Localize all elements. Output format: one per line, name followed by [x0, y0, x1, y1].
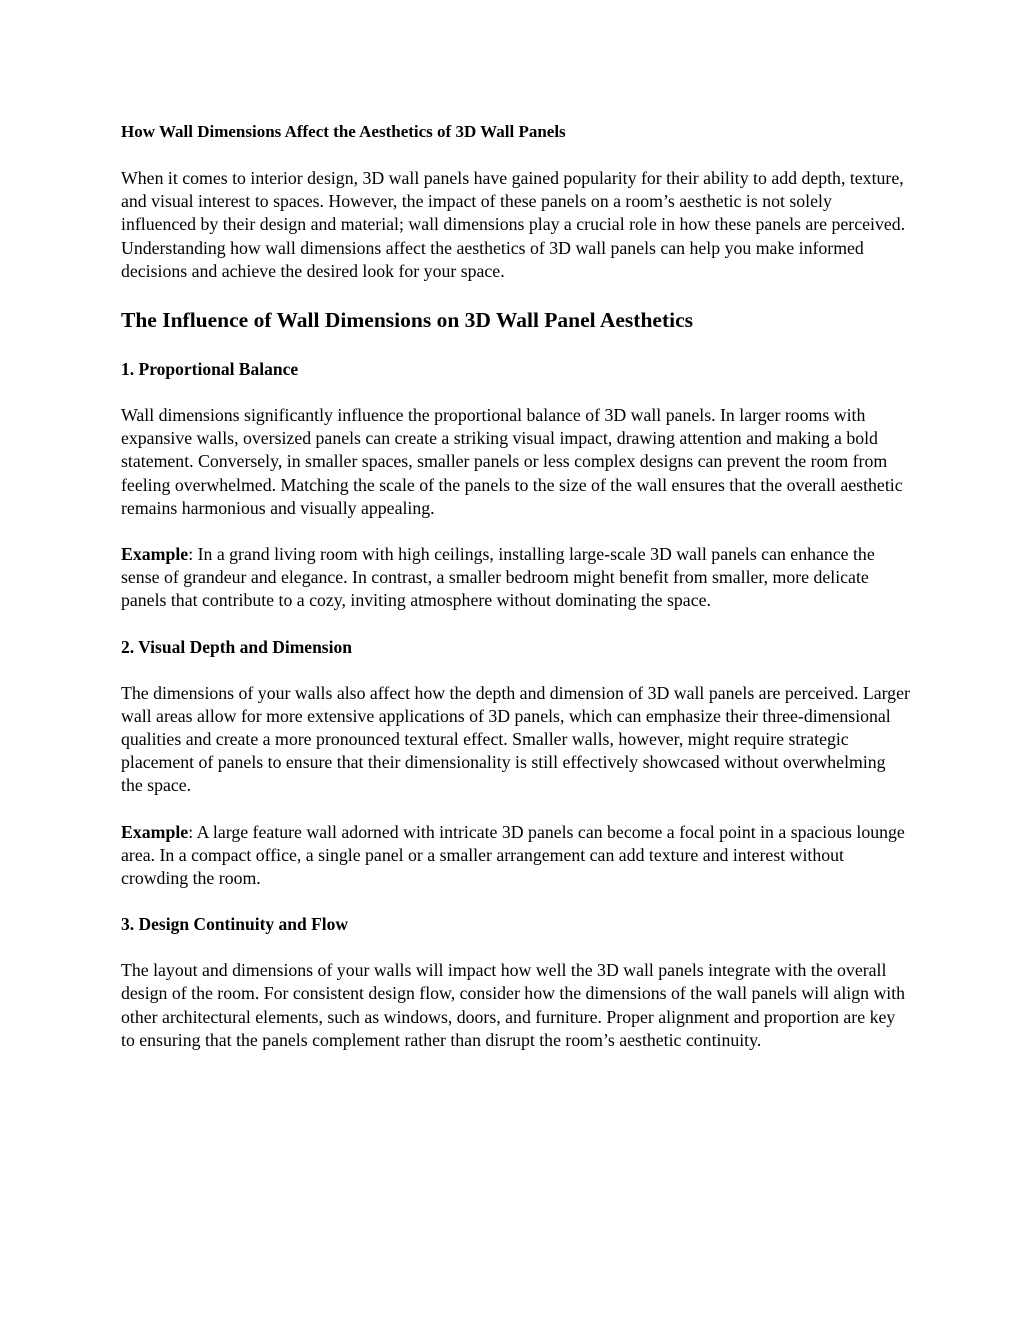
subsection-heading: 2. Visual Depth and Dimension [121, 636, 352, 657]
example-label: Example [121, 544, 189, 565]
example-paragraph [121, 821, 911, 891]
example-label: Example [121, 821, 189, 842]
section-design-continuity [121, 913, 911, 1052]
section-proportional-balance [121, 358, 911, 613]
subsection-body: Wall dimensions significantly influence the proportional balance of 3D wall panels. In larger rooms with expansive walls, oversized panels can create a striking visual impact, drawing attention and making a bold statement. Conversely, in smaller spaces, smaller panels or less complex designs can prevent the room from feeling overwhelmed. Matching the scale of the panels to the size of the wall ensures that the overall aesthetic remains harmonious and visually appealing. [121, 405, 903, 518]
subsection-heading: 3. Design Continuity and Flow [121, 914, 349, 935]
section-heading: The Influence of Wall Dimensions on 3D Wall Panel Aesthetics [121, 308, 693, 333]
document-title: How Wall Dimensions Affect the Aesthetics of 3D Wall Panels [121, 122, 566, 141]
document-page [121, 120, 911, 1075]
example-paragraph [121, 543, 911, 613]
subsection-body: The dimensions of your walls also affect how the depth and dimension of 3D wall panels are perceived. Larger wall areas allow for more extensive applications of 3D panels, which can emphasize their three-dimensional qualities and create a more pronounced textural effect. Smaller walls, however, might require strategic placement of panels to ensure that their dimensionality is still effectively showcased without overwhelming the space. [121, 682, 910, 796]
subsection-heading: 1. Proportional Balance [121, 359, 299, 380]
section-visual-depth [121, 636, 911, 891]
example-text: : In a grand living room with high ceilings, installing large-scale 3D wall panels can enhance the sense of grandeur and elegance. In contrast, a smaller bedroom might benefit from smaller, more delicate panels that contribute to a cozy, inviting atmosphere without dominating the space. [121, 544, 875, 611]
example-text: : A large feature wall adorned with intricate 3D panels can become a focal point in a spacious lounge area. In a compact office, a single panel or a smaller arrangement can add texture and interest without crowding the room. [121, 821, 905, 889]
intro-paragraph: When it comes to interior design, 3D wall panels have gained popularity for their ability to add depth, texture, and visual interest to spaces. However, the impact of these panels on a room’s aesthetic is not solely influenced by their design and material; wall dimensions play a crucial role in how these panels are perceived. Understanding how wall dimensions affect the aesthetics of 3D wall panels can help you make informed decisions and achieve the desired look for your space. [121, 168, 906, 281]
subsection-body: The layout and dimensions of your walls will impact how well the 3D wall panels integrate with the overall design of the room. For consistent design flow, consider how the dimensions of the wall panels will align with other architectural elements, such as windows, doors, and furniture. Proper alignment and proportion are key to ensuring that the panels complement rather than disrupt the room’s aesthetic continuity. [121, 960, 906, 1050]
